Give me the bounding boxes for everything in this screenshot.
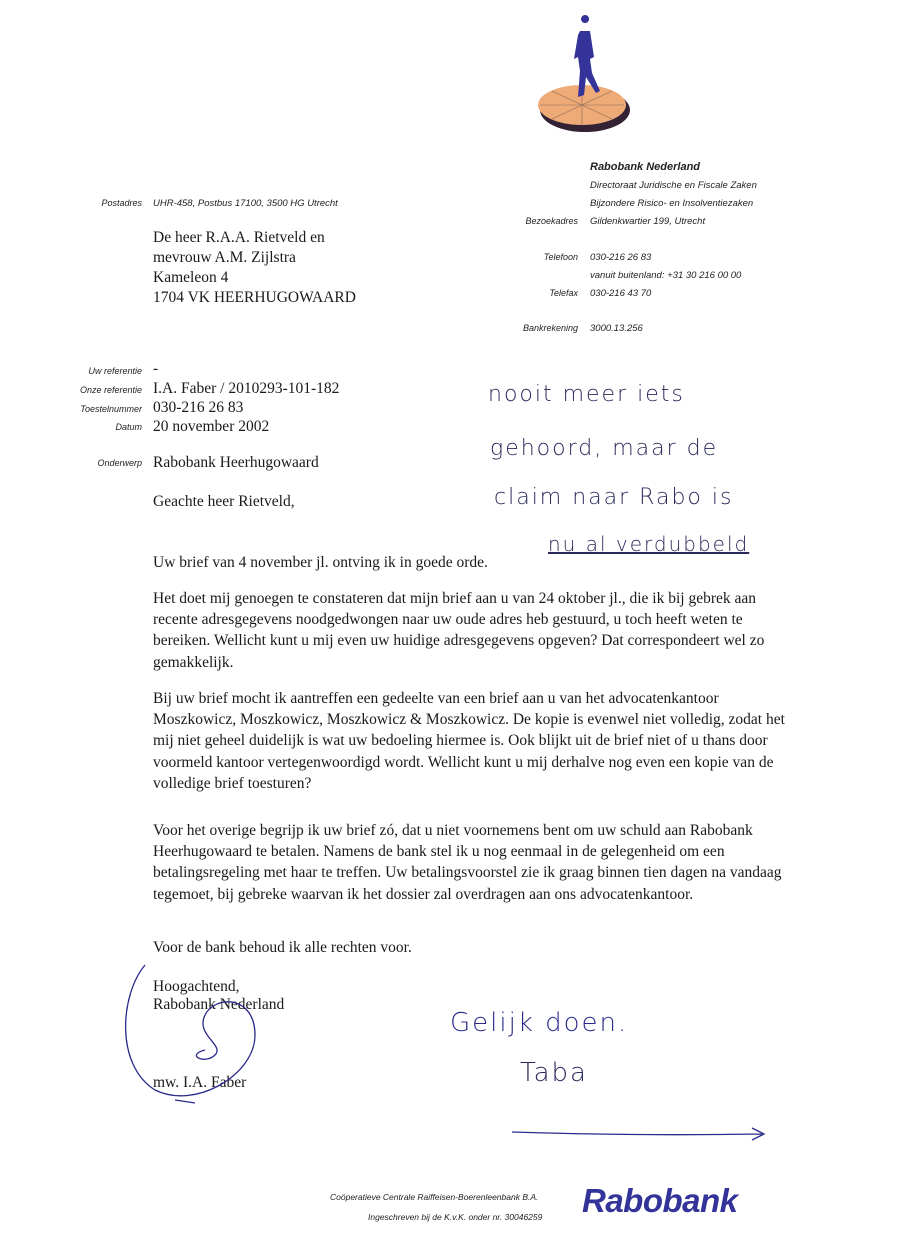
subject-value: Rabobank Heerhugowaard [153,454,319,471]
signature-scribble [115,955,275,1115]
postal-address: UHR-458, Postbus 17100, 3500 HG Utrecht [153,198,338,209]
ref-value: 030-216 26 83 [153,399,244,416]
phone-abroad: vanuit buitenland: +31 30 216 00 00 [590,270,742,281]
arrow-icon [510,1122,770,1142]
handwritten-note-line: gehoord, maar de [490,436,719,461]
sender-section: Bijzondere Risico- en Insolventiezaken [590,198,754,209]
rabobank-logo [530,15,640,145]
footer-brand-logo: Rabobank [582,1182,738,1219]
phone-value: 030-216 26 83 [590,252,652,263]
sender-name: Rabobank Nederland [590,161,701,173]
bank-account-value: 3000.13.256 [590,323,643,334]
ref-value: - [153,360,159,377]
body-paragraph: Voor de bank behoud ik alle rechten voor. [153,939,412,956]
recipient-line: mevrouw A.M. Zijlstra [153,249,296,266]
salutation: Geachte heer Rietveld, [153,493,295,510]
logo-walking-figure [574,15,600,97]
visit-label: Bezoekadres [525,216,578,226]
handwritten-note-line: nu al verdubbeld [548,532,750,556]
bank-account-label: Bankrekening [522,323,578,333]
sender-department: Directoraat Juridische en Fiscale Zaken [590,180,757,191]
ref-label: Toestelnummer [80,404,142,414]
fax-value: 030-216 43 70 [590,288,652,299]
handwritten-signature: Taba [520,1058,588,1088]
body-paragraph: Uw brief van 4 november jl. ontving ik in goede orde. [153,554,488,571]
handwritten-note-line: nooit meer iets [488,382,685,407]
phone-label: Telefoon [543,252,578,262]
body-paragraph: Voor het overige begrijp ik uw brief zó, dat u niet voornemens bent om uw schuld aan Rabobank Heerhugowaard te betalen. Namens de bank stel ik u nog eenmaal in de gelegenheid om een betalingsregeling met haar te treffen. Uw betalingsvoorstel zie ik graag binnen tien dagen na vandaag tegemoet, bij gebreke waarvan ik het dossier zal overdragen aan ons advocatenkantoor. [153,822,782,903]
body-paragraph: Het doet mij genoegen te constateren dat mijn brief aan u van 24 oktober jl., die ik bij gebrek aan recente adresgegevens noodgedwongen naar uw oude adres heb gestuurd, u toch heeft weten te bereiken. Wellicht kunt u mij even uw huidige adresgegevens opgeven? Dat correspondeert wel zo gemakkelijk. [153,590,765,671]
body-paragraph: Bij uw brief mocht ik aantreffen een gedeelte van een brief aan u van het advocatenkantoor Moszkowicz, Moszkowicz, Moszkowicz & Moszkowicz. De kopie is evenwel niet volledig, zodat het mij niet geheel duidelijk is wat uw bedoeling hiermee is. Ook blijkt uit de brief niet of u thans door voormeld kantoor vertegenwoordigd wordt. Wellicht kunt u mij derhalve nog even een kopie van de volledige brief toesturen? [153,690,785,792]
fax-label: Telefax [549,288,578,298]
ref-label: Datum [115,422,142,432]
closing-greeting: Hoogachtend, [153,978,240,995]
footer-legal-name: Coöperatieve Centrale Raiffeisen-Boerenleenbank B.A. [330,1192,539,1202]
handwritten-reply: Gelijk doen. [450,1008,629,1038]
ref-label: Onze referentie [79,385,142,395]
subject-label: Onderwerp [97,458,142,468]
footer-registration: Ingeschreven bij de K.v.K. onder nr. 30046259 [368,1212,543,1222]
signatory-name: mw. I.A. Faber [153,1074,247,1091]
ref-value: 20 november 2002 [153,418,270,435]
recipient-line: De heer R.A.A. Rietveld en [153,229,325,246]
recipient-address [153,228,356,308]
ref-label: Uw referentie [88,366,142,376]
recipient-line: Kameleon 4 [153,269,229,286]
handwritten-note-line: claim naar Rabo is [494,485,734,510]
recipient-line: 1704 VK HEERHUGOWAARD [153,289,356,306]
ref-value: I.A. Faber / 2010293-101-182 [153,380,340,397]
postal-label: Postadres [101,198,142,208]
visit-address: Gildenkwartier 199, Utrecht [590,216,706,227]
closing-company: Rabobank Nederland [153,996,285,1013]
